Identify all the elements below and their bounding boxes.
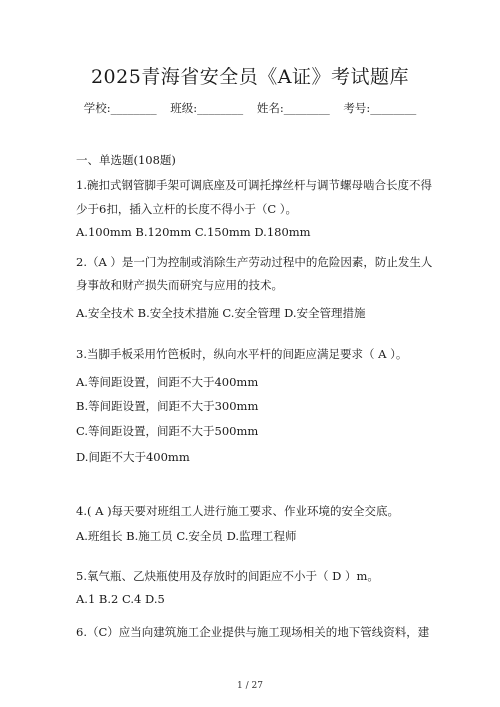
question-5-options: A.1 B.2 C.4 D.5 (76, 592, 165, 606)
question-1-options: A.100mm B.120mm C.150mm D.180mm (76, 225, 311, 239)
info-name: 姓名:________ (256, 101, 330, 115)
question-2-options: A.安全技术 B.安全技术措施 C.安全管理 D.安全管理措施 (76, 306, 366, 320)
question-5-line-1: 5.氧气瓶、乙炔瓶使用及存放时的间距应不小于（ D ）m。 (76, 569, 379, 583)
question-3-option-d: D.间距不大于400mm (76, 450, 190, 464)
question-2-line-1: 2.（A ）是一门为控制或消除生产劳动过程中的危险因素，防止发生人 (76, 255, 433, 269)
question-4-options: A.班组长 B.施工员 C.安全员 D.监理工程师 (76, 529, 297, 543)
question-6-line-1: 6.（C）应当向建筑施工企业提供与施工现场相关的地下管线资料，建 (76, 625, 430, 639)
student-info-row (0, 100, 500, 116)
info-class: 班级:________ (170, 101, 244, 115)
question-3-option-b: B.等间距设置，间距不大于300mm (76, 399, 259, 413)
question-1-line-1: 1.碗扣式钢管脚手架可调底座及可调托撑丝杆与调节螺母啮合长度不得 (76, 178, 432, 192)
document-title: 2025青海省安全员《A证》考试题库 (90, 66, 410, 88)
question-3-option-c: C.等间距设置，间距不大于500mm (76, 424, 259, 438)
question-2-line-2: 身事故和财产损失而研究与应用的技术。 (76, 278, 283, 292)
info-exam-number: 考号:________ (343, 101, 417, 115)
question-1-line-2: 少于6扣，插入立杆的长度不得小于（C ）。 (76, 202, 298, 216)
question-3-line-1: 3.当脚手板采用竹笆板时，纵向水平杆的间距应满足要求（ A ）。 (76, 347, 408, 361)
page-number: 1 / 27 (237, 681, 263, 691)
question-4-line-1: 4.( A )每天要对班组工人进行施工要求、作业环境的安全交底。 (76, 504, 400, 518)
question-3-option-a: A.等间距设置，间距不大于400mm (76, 375, 259, 389)
info-school: 学校:________ (83, 101, 157, 115)
section-title: 一、单选题(108题) (76, 153, 176, 167)
